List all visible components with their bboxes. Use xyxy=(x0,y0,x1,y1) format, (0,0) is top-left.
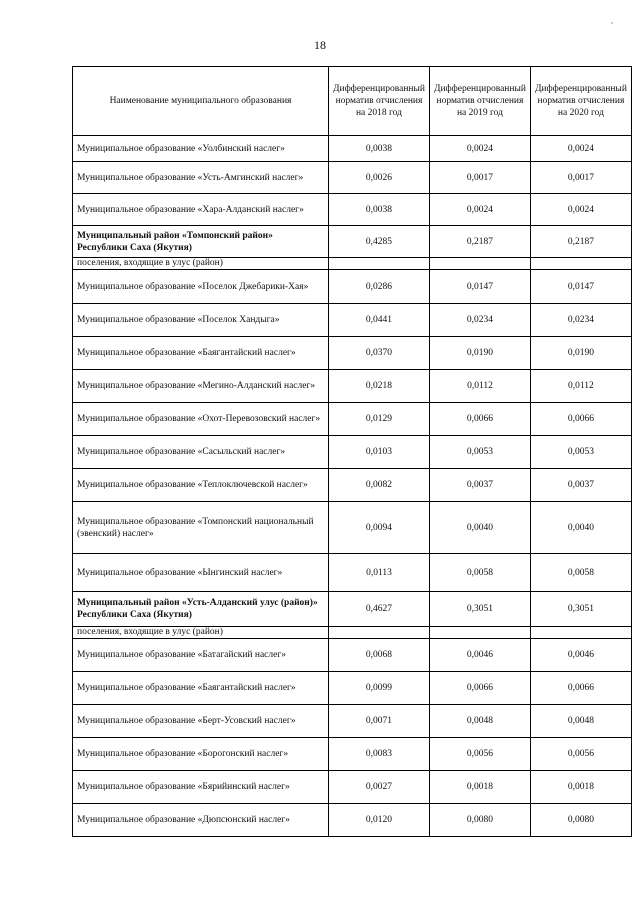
table-row xyxy=(73,502,632,554)
row-name: Муниципальное образование «Сасыльский наслег» xyxy=(73,436,329,469)
value-2018: 0,0218 xyxy=(329,370,430,403)
value-2018: 0,0038 xyxy=(329,194,430,226)
value-2018: 0,0370 xyxy=(329,337,430,370)
table-row xyxy=(73,804,632,837)
value-2020: 0,0046 xyxy=(530,639,631,672)
row-name: поселения, входящие в улус (район) xyxy=(73,627,329,639)
row-name: Муниципальный район «Усть-Алданский улус (район)» Республики Саха (Якутия) xyxy=(73,592,329,627)
value-2019: 0,0066 xyxy=(429,672,530,705)
table-row xyxy=(73,436,632,469)
table-row xyxy=(73,337,632,370)
row-name: Муниципальное образование «Баягантайский наслег» xyxy=(73,337,329,370)
value-2020: 0,0080 xyxy=(530,804,631,837)
table-row xyxy=(73,672,632,705)
value-2018: 0,0026 xyxy=(329,162,430,194)
header-name: Наименование муниципального образования xyxy=(73,67,329,136)
value-2018: 0,4627 xyxy=(329,592,430,627)
value-2020: 0,0017 xyxy=(530,162,631,194)
value-2018: 0,0129 xyxy=(329,403,430,436)
value-2020 xyxy=(530,627,631,639)
value-2020: 0,0053 xyxy=(530,436,631,469)
value-2018: 0,4285 xyxy=(329,226,430,258)
value-2020: 0,0112 xyxy=(530,370,631,403)
value-2019: 0,2187 xyxy=(429,226,530,258)
table-row xyxy=(73,639,632,672)
value-2019: 0,0053 xyxy=(429,436,530,469)
value-2020: 0,0018 xyxy=(530,771,631,804)
value-2019: 0,0058 xyxy=(429,554,530,592)
value-2020: 0,0040 xyxy=(530,502,631,554)
value-2019 xyxy=(429,627,530,639)
table-row xyxy=(73,304,632,337)
table-row xyxy=(73,771,632,804)
value-2018: 0,0099 xyxy=(329,672,430,705)
value-2018: 0,0083 xyxy=(329,738,430,771)
table-row xyxy=(73,162,632,194)
value-2018: 0,0027 xyxy=(329,771,430,804)
value-2020: 0,0048 xyxy=(530,705,631,738)
value-2020: 0,0234 xyxy=(530,304,631,337)
value-2019: 0,0112 xyxy=(429,370,530,403)
value-2018: 0,0094 xyxy=(329,502,430,554)
table-row xyxy=(73,592,632,627)
value-2018: 0,0286 xyxy=(329,270,430,304)
row-name: Муниципальное образование «Мегино-Алданский наслег» xyxy=(73,370,329,403)
value-2020: 0,0066 xyxy=(530,672,631,705)
value-2018 xyxy=(329,627,430,639)
value-2018: 0,0103 xyxy=(329,436,430,469)
value-2018: 0,0441 xyxy=(329,304,430,337)
value-2019: 0,0234 xyxy=(429,304,530,337)
value-2019: 0,0066 xyxy=(429,403,530,436)
value-2020: 0,0066 xyxy=(530,403,631,436)
value-2019: 0,3051 xyxy=(429,592,530,627)
row-name: Муниципальное образование «Ынгинский наслег» xyxy=(73,554,329,592)
value-2020: 0,0024 xyxy=(530,194,631,226)
row-name: Муниципальное образование «Поселок Джебарики-Хая» xyxy=(73,270,329,304)
page-number: 18 xyxy=(314,38,326,52)
value-2020: 0,0037 xyxy=(530,469,631,502)
value-2018: 0,0071 xyxy=(329,705,430,738)
value-2020: 0,0024 xyxy=(530,136,631,162)
value-2019: 0,0190 xyxy=(429,337,530,370)
row-name: Муниципальное образование «Уолбинский наслег» xyxy=(73,136,329,162)
value-2018 xyxy=(329,258,430,270)
value-2020: 0,0058 xyxy=(530,554,631,592)
row-name: Муниципальное образование «Усть-Амгинский наслег» xyxy=(73,162,329,194)
row-name: Муниципальное образование «Теплоключевской наслег» xyxy=(73,469,329,502)
table-row xyxy=(73,194,632,226)
value-2020: 0,0147 xyxy=(530,270,631,304)
value-2019: 0,0048 xyxy=(429,705,530,738)
table-row xyxy=(73,226,632,258)
value-2018: 0,0038 xyxy=(329,136,430,162)
row-name: Муниципальное образование «Бярийинский наслег» xyxy=(73,771,329,804)
normatives-table xyxy=(72,66,632,837)
value-2020: 0,0190 xyxy=(530,337,631,370)
header-2018: Дифференцированный норматив отчисления на 2018 год xyxy=(329,67,430,136)
value-2019: 0,0017 xyxy=(429,162,530,194)
table-row xyxy=(73,469,632,502)
value-2018: 0,0113 xyxy=(329,554,430,592)
row-name: Муниципальное образование «Поселок Хандыга» xyxy=(73,304,329,337)
row-name: Муниципальное образование «Борогонский наслег» xyxy=(73,738,329,771)
table-row xyxy=(73,705,632,738)
row-name: Муниципальное образование «Дюпсюнский наслег» xyxy=(73,804,329,837)
value-2019: 0,0147 xyxy=(429,270,530,304)
value-2020: 0,0056 xyxy=(530,738,631,771)
value-2020 xyxy=(530,258,631,270)
value-2019: 0,0080 xyxy=(429,804,530,837)
row-name: Муниципальное образование «Батагайский наслег» xyxy=(73,639,329,672)
header-2020: Дифференцированный норматив отчисления на 2020 год xyxy=(530,67,631,136)
table-row xyxy=(73,136,632,162)
row-name: Муниципальное образование «Баягантайский наслег» xyxy=(73,672,329,705)
value-2019: 0,0056 xyxy=(429,738,530,771)
value-2019: 0,0040 xyxy=(429,502,530,554)
row-name: Муниципальный район «Томпонский район» Республики Саха (Якутия) xyxy=(73,226,329,258)
table-row xyxy=(73,370,632,403)
table-header-row xyxy=(73,67,632,136)
value-2019: 0,0024 xyxy=(429,194,530,226)
table-row xyxy=(73,258,632,270)
table-row xyxy=(73,270,632,304)
row-name: Муниципальное образование «Хара-Алданский наслег» xyxy=(73,194,329,226)
value-2020: 0,3051 xyxy=(530,592,631,627)
header-2019: Дифференцированный норматив отчисления на 2019 год xyxy=(429,67,530,136)
value-2019 xyxy=(429,258,530,270)
table-row xyxy=(73,403,632,436)
value-2019: 0,0024 xyxy=(429,136,530,162)
margin-mark: , xyxy=(611,16,613,25)
value-2018: 0,0120 xyxy=(329,804,430,837)
value-2019: 0,0037 xyxy=(429,469,530,502)
row-name: Муниципальное образование «Берт-Усовский наслег» xyxy=(73,705,329,738)
table-row xyxy=(73,627,632,639)
value-2018: 0,0082 xyxy=(329,469,430,502)
value-2019: 0,0018 xyxy=(429,771,530,804)
row-name: Муниципальное образование «Томпонский национальный (эвенский) наслег» xyxy=(73,502,329,554)
value-2018: 0,0068 xyxy=(329,639,430,672)
table-row xyxy=(73,738,632,771)
row-name: поселения, входящие в улус (район) xyxy=(73,258,329,270)
value-2019: 0,0046 xyxy=(429,639,530,672)
row-name: Муниципальное образование «Охот-Перевозовский наслег» xyxy=(73,403,329,436)
value-2020: 0,2187 xyxy=(530,226,631,258)
table-row xyxy=(73,554,632,592)
